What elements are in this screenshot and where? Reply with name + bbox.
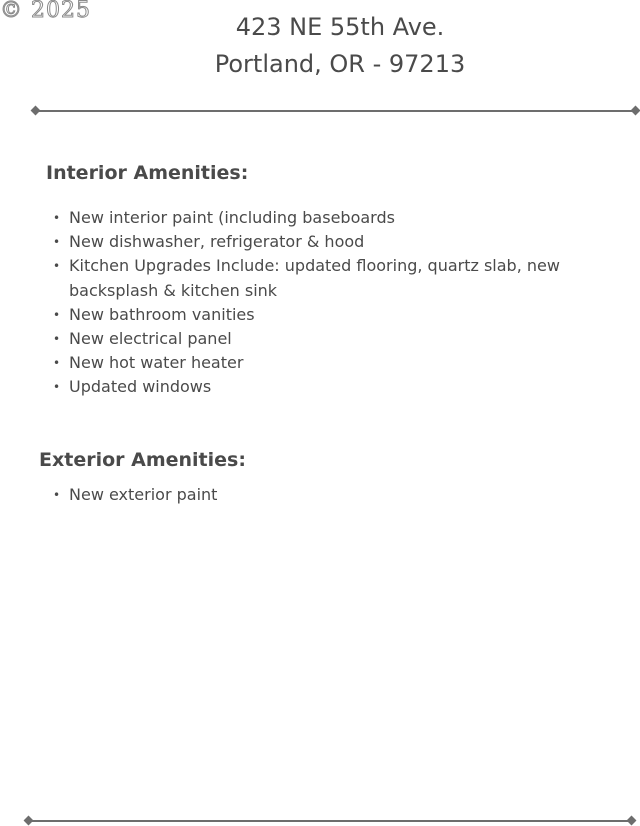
address-city-zip: Portland, OR - 97213: [214, 50, 466, 78]
exterior-amenities-heading: Exterior Amenities:: [39, 449, 246, 471]
list-item: • New electrical panel: [53, 327, 633, 351]
divider-diamond-right-icon: [627, 816, 637, 826]
bullet-icon: •: [53, 211, 61, 225]
list-item: • New hot water heater: [53, 351, 633, 375]
address-street: 423 NE 55th Ave.: [235, 13, 445, 41]
bullet-icon: •: [53, 380, 61, 395]
bullet-icon: •: [53, 356, 61, 371]
bullet-icon: •: [53, 235, 61, 250]
divider-diamond-left-icon: [24, 816, 34, 826]
bottom-divider: [28, 820, 632, 822]
list-item: • Updated windows: [53, 375, 633, 399]
copyright-watermark: © 2025: [0, 0, 91, 23]
list-item: • New exterior paint: [53, 483, 633, 507]
interior-amenities-heading: Interior Amenities:: [46, 162, 249, 184]
list-item: • New interior paint (including baseboards: [53, 206, 633, 230]
interior-amenities-list: [53, 206, 633, 400]
list-item: • New bathroom vanities: [53, 303, 633, 327]
divider-diamond-right-icon: [631, 106, 640, 116]
divider-diamond-left-icon: [31, 106, 41, 116]
top-divider: [35, 110, 636, 112]
list-item: • New dishwasher, refrigerator & hood: [53, 230, 633, 254]
bullet-icon: •: [53, 332, 61, 347]
bullet-icon: •: [53, 259, 61, 274]
bullet-icon: •: [53, 488, 61, 502]
bullet-icon: •: [53, 307, 61, 322]
exterior-amenities-list: [53, 483, 633, 507]
list-item: • Kitchen Upgrades Include: updated flooring, quartz slab, new backsplash & kitchen sink: [53, 256, 560, 300]
